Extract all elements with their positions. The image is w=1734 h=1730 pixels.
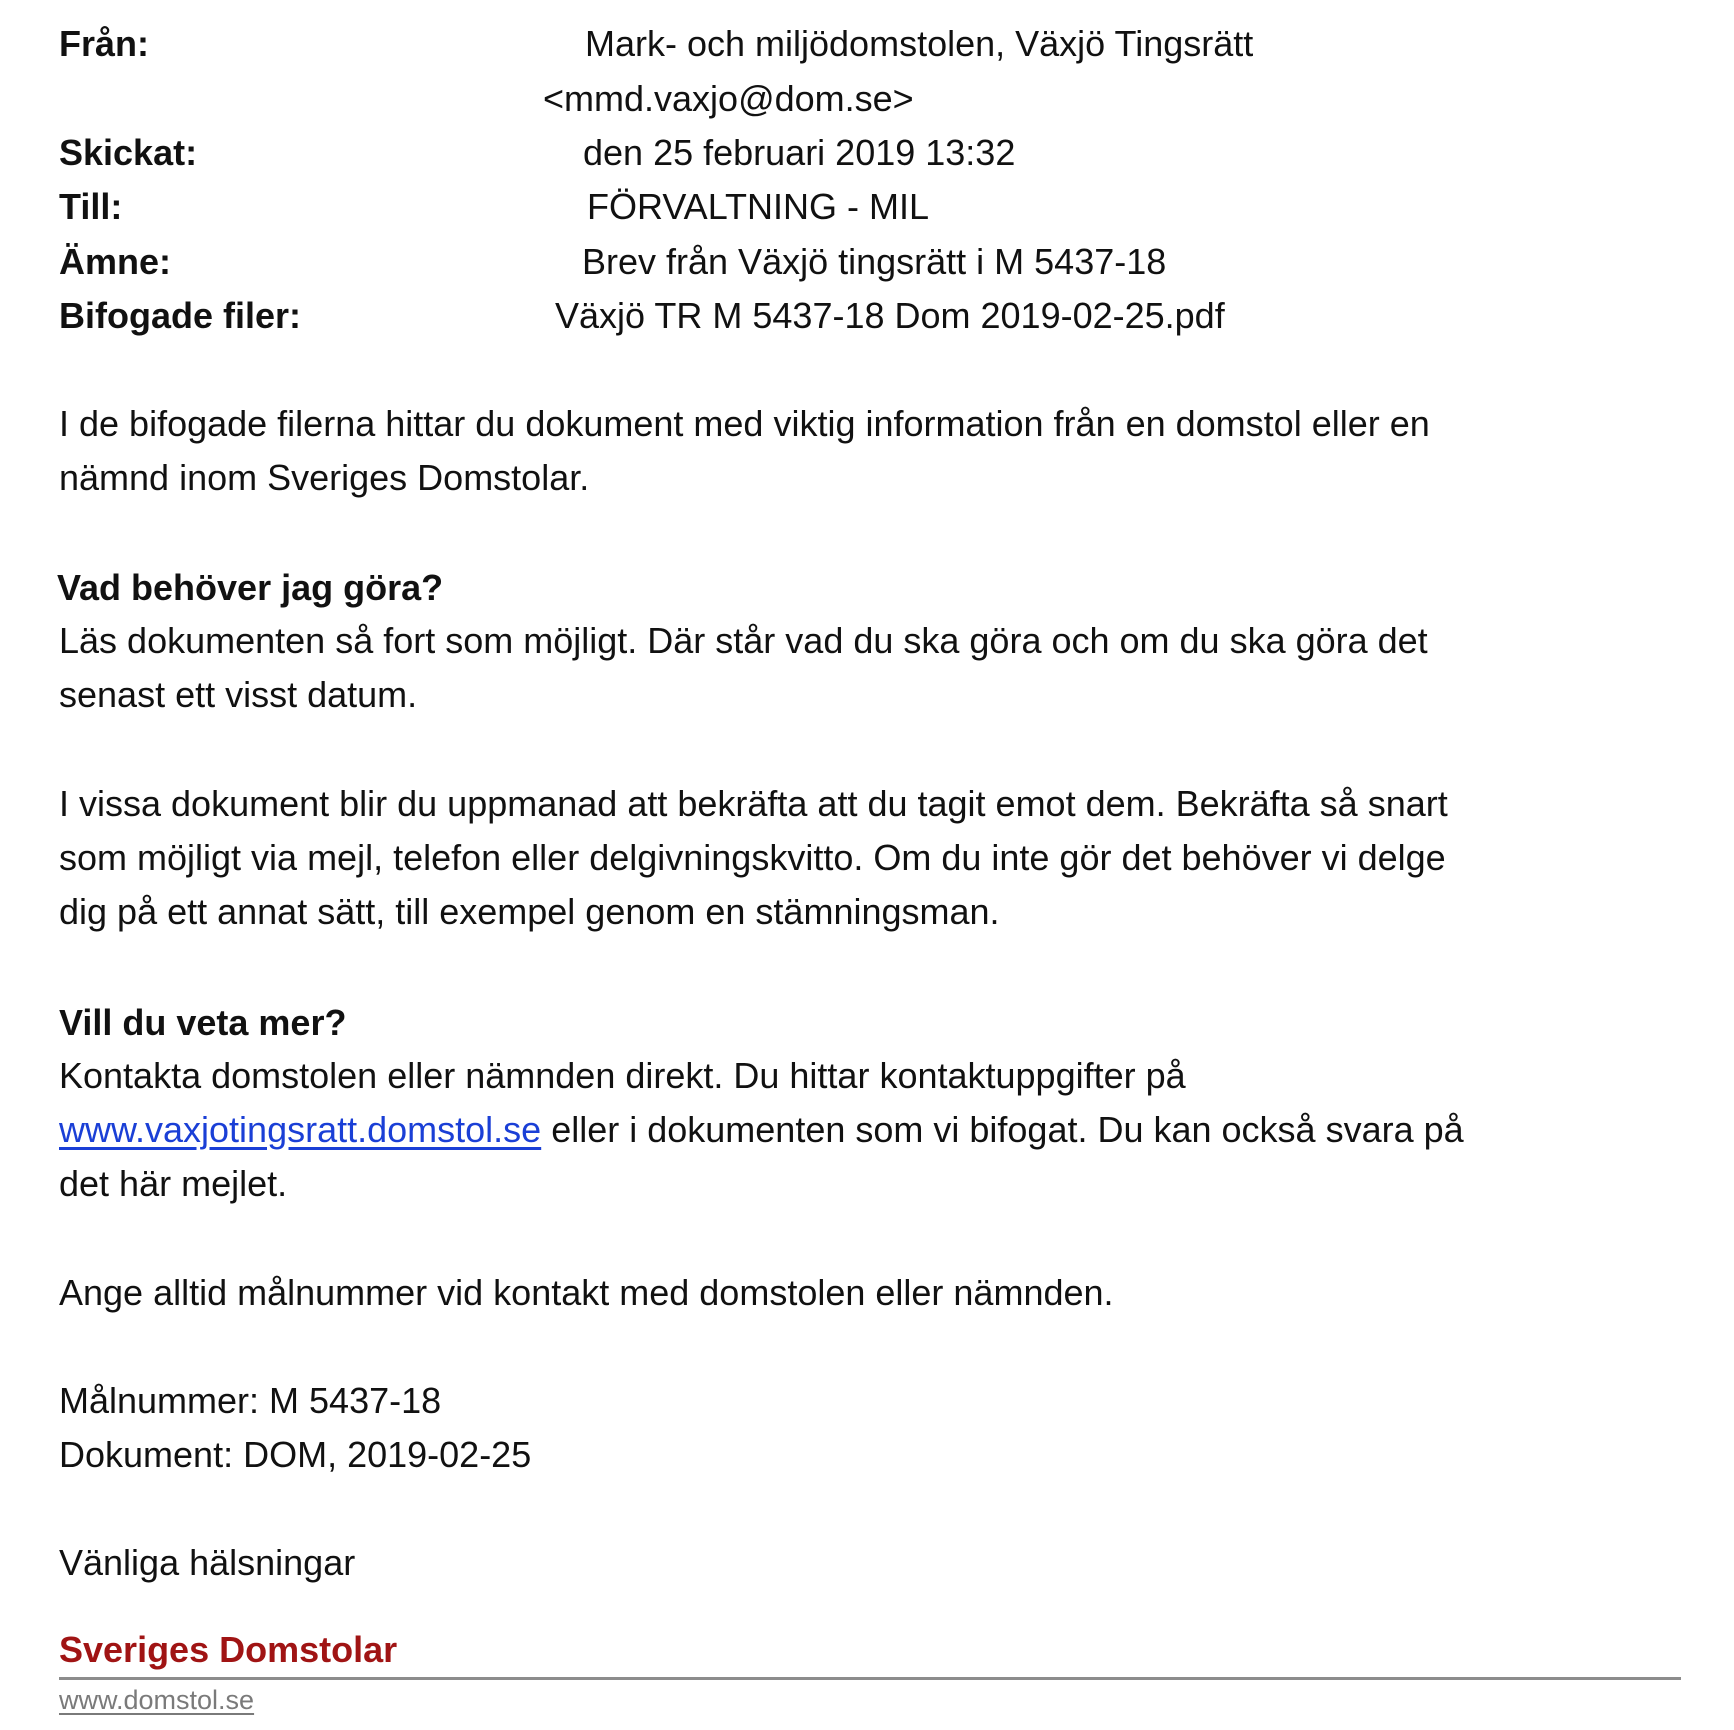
subject-value: Brev från Växjö tingsrätt i M 5437-18 (582, 241, 1167, 282)
confirm-line-1: I vissa dokument blir du uppmanad att bekräfta att du tagit emot dem. Bekräfta så snart (59, 783, 1448, 824)
signature-divider (59, 1677, 1681, 1680)
signature-organization: Sveriges Domstolar (59, 1629, 398, 1670)
from-email: <mmd.vaxjo@dom.se> (543, 78, 914, 119)
from-value: Mark- och miljödomstolen, Växjö Tingsrätt (585, 23, 1254, 64)
attachment-file[interactable]: Växjö TR M 5437-18 Dom 2019-02-25.pdf (555, 295, 1225, 336)
subject-label: Ämne: (59, 241, 172, 282)
sent-value: den 25 februari 2019 13:32 (583, 132, 1016, 173)
sent-label: Skickat: (59, 132, 198, 173)
attachments-label: Bifogade filer: (59, 295, 302, 336)
todo-line-2: senast ett visst datum. (59, 674, 418, 715)
from-label: Från: (59, 23, 149, 64)
to-value: FÖRVALTNING - MIL (587, 186, 930, 227)
heading-what-to-do: Vad behöver jag göra? (57, 567, 444, 608)
todo-line-1: Läs dokumenten så fort som möjligt. Där står vad du ska göra och om du ska göra det (59, 620, 1428, 661)
more-line-2-rest: eller i dokumenten som vi bifogat. Du kan också svara på (541, 1109, 1464, 1150)
more-line-1: Kontakta domstolen eller nämnden direkt. Du hittar kontaktuppgifter på (59, 1055, 1186, 1096)
intro-line-2: nämnd inom Sveriges Domstolar. (59, 457, 590, 498)
signature-website-link[interactable]: www.domstol.se (59, 1685, 255, 1715)
more-line-2 (59, 1103, 1679, 1157)
more-line-3: det här mejlet. (59, 1163, 288, 1204)
court-website-link[interactable]: www.vaxjotingsratt.domstol.se (59, 1109, 542, 1150)
document-info: Dokument: DOM, 2019-02-25 (59, 1434, 532, 1475)
intro-line-1: I de bifogade filerna hittar du dokument med viktig information från en domstol eller en (59, 403, 1430, 444)
to-label: Till: (59, 186, 123, 227)
greeting: Vänliga hälsningar (59, 1542, 356, 1583)
confirm-line-2: som möjligt via mejl, telefon eller delgivningskvitto. Om du inte gör det behöver vi delge (59, 837, 1446, 878)
always-case-number-line: Ange alltid målnummer vid kontakt med domstolen eller nämnden. (59, 1272, 1114, 1313)
case-number: Målnummer: M 5437-18 (59, 1380, 442, 1421)
confirm-line-3: dig på ett annat sätt, till exempel genom en stämningsman. (59, 891, 1000, 932)
heading-know-more: Vill du veta mer? (59, 1002, 347, 1043)
